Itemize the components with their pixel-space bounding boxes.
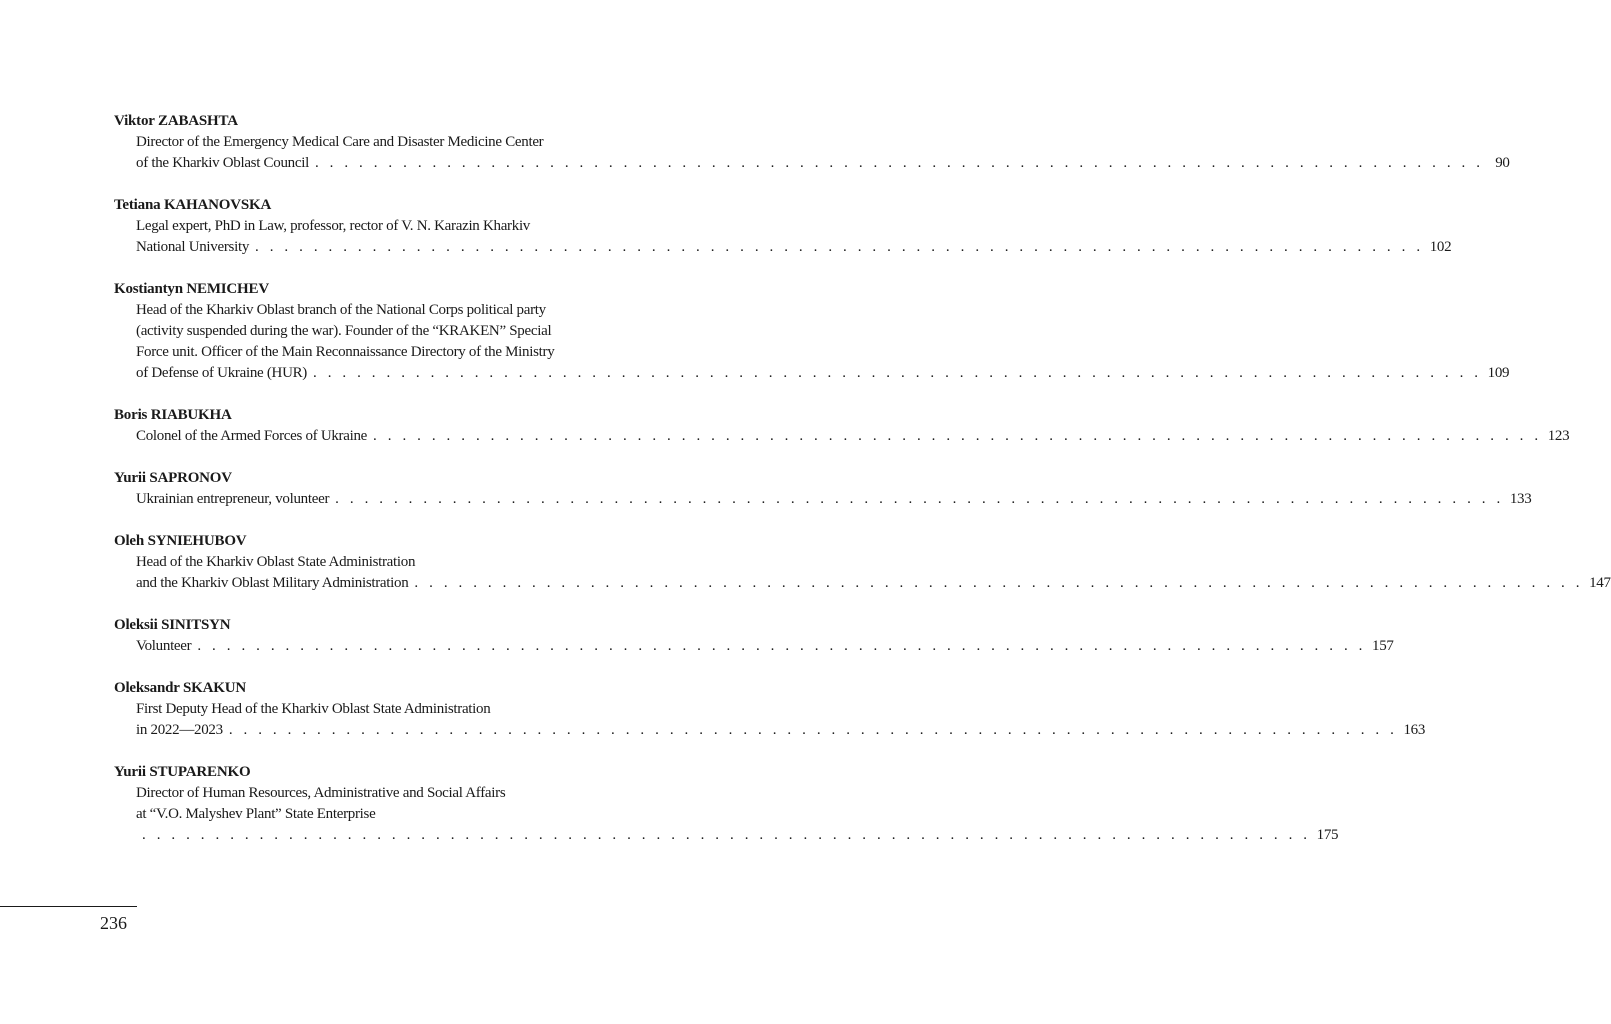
dot-leader: . . . . . . . . . . . . . . . . . . . . . . . . . . . . . . . . . . . . . . . . . . . . . . . . . . . . . . . . . . . . . . . . . . . . . . . . . . . . . . . . — [314, 155, 1484, 171]
author-name: Tetiana KAHANOVSKA — [114, 197, 272, 213]
description-line: in 2022—2023 — [136, 722, 223, 738]
toc-entry[interactable] — [114, 405, 1570, 447]
author-name: Oleksii SINITSYN — [114, 617, 231, 633]
toc-page-number[interactable]: 133 — [1509, 491, 1532, 507]
description-line: Head of the Kharkiv Oblast State Administration — [136, 554, 416, 570]
author-description — [114, 552, 1611, 594]
description-last-line — [136, 636, 1394, 657]
toc-entry[interactable] — [114, 111, 1510, 174]
dot-leader: . . . . . . . . . . . . . . . . . . . . . . . . . . . . . . . . . . . . . . . . . . . . . . . . . . . . . . . . . . . . . . . . . . . . . . . . . . . . . . . . — [228, 722, 1398, 738]
description-line: Force unit. Officer of the Main Reconnaissance Directory of the Ministry — [136, 344, 555, 360]
description-line: Legal expert, PhD in Law, professor, rector of V. N. Karazin Kharkiv — [136, 218, 531, 234]
description-line: First Deputy Head of the Kharkiv Oblast State Administration — [136, 701, 491, 717]
page-number: 236 — [100, 913, 127, 933]
author-description — [114, 426, 1570, 447]
dot-leader: . . . . . . . . . . . . . . . . . . . . . . . . . . . . . . . . . . . . . . . . . . . . . . . . . . . . . . . . . . . . . . . . . . . . . . . . . . . . . . . . — [255, 239, 1424, 255]
author-description — [114, 783, 1339, 846]
dot-leader: . . . . . . . . . . . . . . . . . . . . . . . . . . . . . . . . . . . . . . . . . . . . . . . . . . . . . . . . . . . . . . . . . . . . . . . . . . . . . . . . — [335, 491, 1504, 507]
description-line: at “V.O. Malyshev Plant” State Enterprise — [136, 806, 376, 822]
author-name: Viktor ZABASHTA — [114, 113, 238, 129]
description-line: Ukrainian entrepreneur, volunteer — [136, 491, 330, 507]
author-description — [114, 216, 1452, 258]
author-description — [114, 489, 1532, 510]
author-name: Oleksandr SKAKUN — [114, 680, 246, 696]
author-description — [114, 132, 1510, 174]
author-description — [114, 699, 1426, 741]
description-line: Colonel of the Armed Forces of Ukraine — [136, 428, 368, 444]
toc-page-number[interactable]: 157 — [1372, 638, 1394, 654]
toc-page-number[interactable]: 102 — [1429, 239, 1452, 255]
description-last-line — [136, 825, 1339, 846]
author-name: Kostiantyn NEMICHEV — [114, 281, 269, 297]
dot-leader: . . . . . . . . . . . . . . . . . . . . . . . . . . . . . . . . . . . . . . . . . . . . . . . . . . . . . . . . . . . . . . . . . . . . . . . . . . . . . . . . — [142, 827, 1311, 843]
footer-rule — [0, 906, 137, 907]
dot-leader: . . . . . . . . . . . . . . . . . . . . . . . . . . . . . . . . . . . . . . . . . . . . . . . . . . . . . . . . . . . . . . . . . . . . . . . . . . . . . . . . — [197, 638, 1367, 654]
description-last-line — [136, 489, 1532, 510]
description-line: Director of Human Resources, Administrative and Social Affairs — [136, 785, 506, 801]
description-line: Volunteer — [136, 638, 192, 654]
author-name: Boris RIABUKHA — [114, 407, 232, 423]
toc-page-number[interactable]: 90 — [1495, 155, 1510, 171]
toc-page-number[interactable]: 175 — [1316, 827, 1339, 843]
description-last-line — [136, 720, 1426, 741]
description-last-line — [136, 363, 1510, 384]
dot-leader: . . . . . . . . . . . . . . . . . . . . . . . . . . . . . . . . . . . . . . . . . . . . . . . . . . . . . . . . . . . . . . . . . . . . . . . . . . . . . . . . — [414, 575, 1584, 591]
author-description — [114, 636, 1394, 657]
toc-entry[interactable] — [114, 279, 1510, 384]
author-name: Yurii SAPRONOV — [114, 470, 232, 486]
toc-entry[interactable] — [114, 615, 1394, 657]
toc-entry[interactable] — [114, 678, 1426, 741]
description-line: National University — [136, 239, 250, 255]
toc-entry[interactable] — [114, 195, 1452, 258]
description-line: Director of the Emergency Medical Care and Disaster Medicine Center — [136, 134, 544, 150]
description-last-line — [136, 426, 1570, 447]
description-last-line — [136, 573, 1611, 594]
toc-page-number[interactable]: 109 — [1487, 365, 1510, 381]
toc-entry[interactable] — [114, 531, 1611, 594]
table-of-contents — [114, 111, 1611, 867]
author-name: Yurii STUPARENKO — [114, 764, 251, 780]
description-line: and the Kharkiv Oblast Military Administration — [136, 575, 409, 591]
toc-page-number[interactable]: 163 — [1403, 722, 1426, 738]
description-line: Head of the Kharkiv Oblast branch of the National Corps political party — [136, 302, 546, 318]
dot-leader: . . . . . . . . . . . . . . . . . . . . . . . . . . . . . . . . . . . . . . . . . . . . . . . . . . . . . . . . . . . . . . . . . . . . . . . . . . . . . . . . — [373, 428, 1542, 444]
description-last-line — [136, 237, 1452, 258]
toc-entry[interactable] — [114, 468, 1532, 510]
toc-page-number[interactable]: 147 — [1589, 575, 1611, 591]
toc-page-number[interactable]: 123 — [1547, 428, 1570, 444]
description-line: of the Kharkiv Oblast Council — [136, 155, 309, 171]
description-line: (activity suspended during the war). Founder of the “KRAKEN” Special — [136, 323, 552, 339]
author-name: Oleh SYNIEHUBOV — [114, 533, 247, 549]
author-description — [114, 300, 1510, 384]
toc-entry[interactable] — [114, 762, 1339, 846]
description-line: of Defense of Ukraine (HUR) — [136, 365, 307, 381]
dot-leader: . . . . . . . . . . . . . . . . . . . . . . . . . . . . . . . . . . . . . . . . . . . . . . . . . . . . . . . . . . . . . . . . . . . . . . . . . . . . . . . . — [313, 365, 1482, 381]
description-last-line — [136, 153, 1510, 174]
